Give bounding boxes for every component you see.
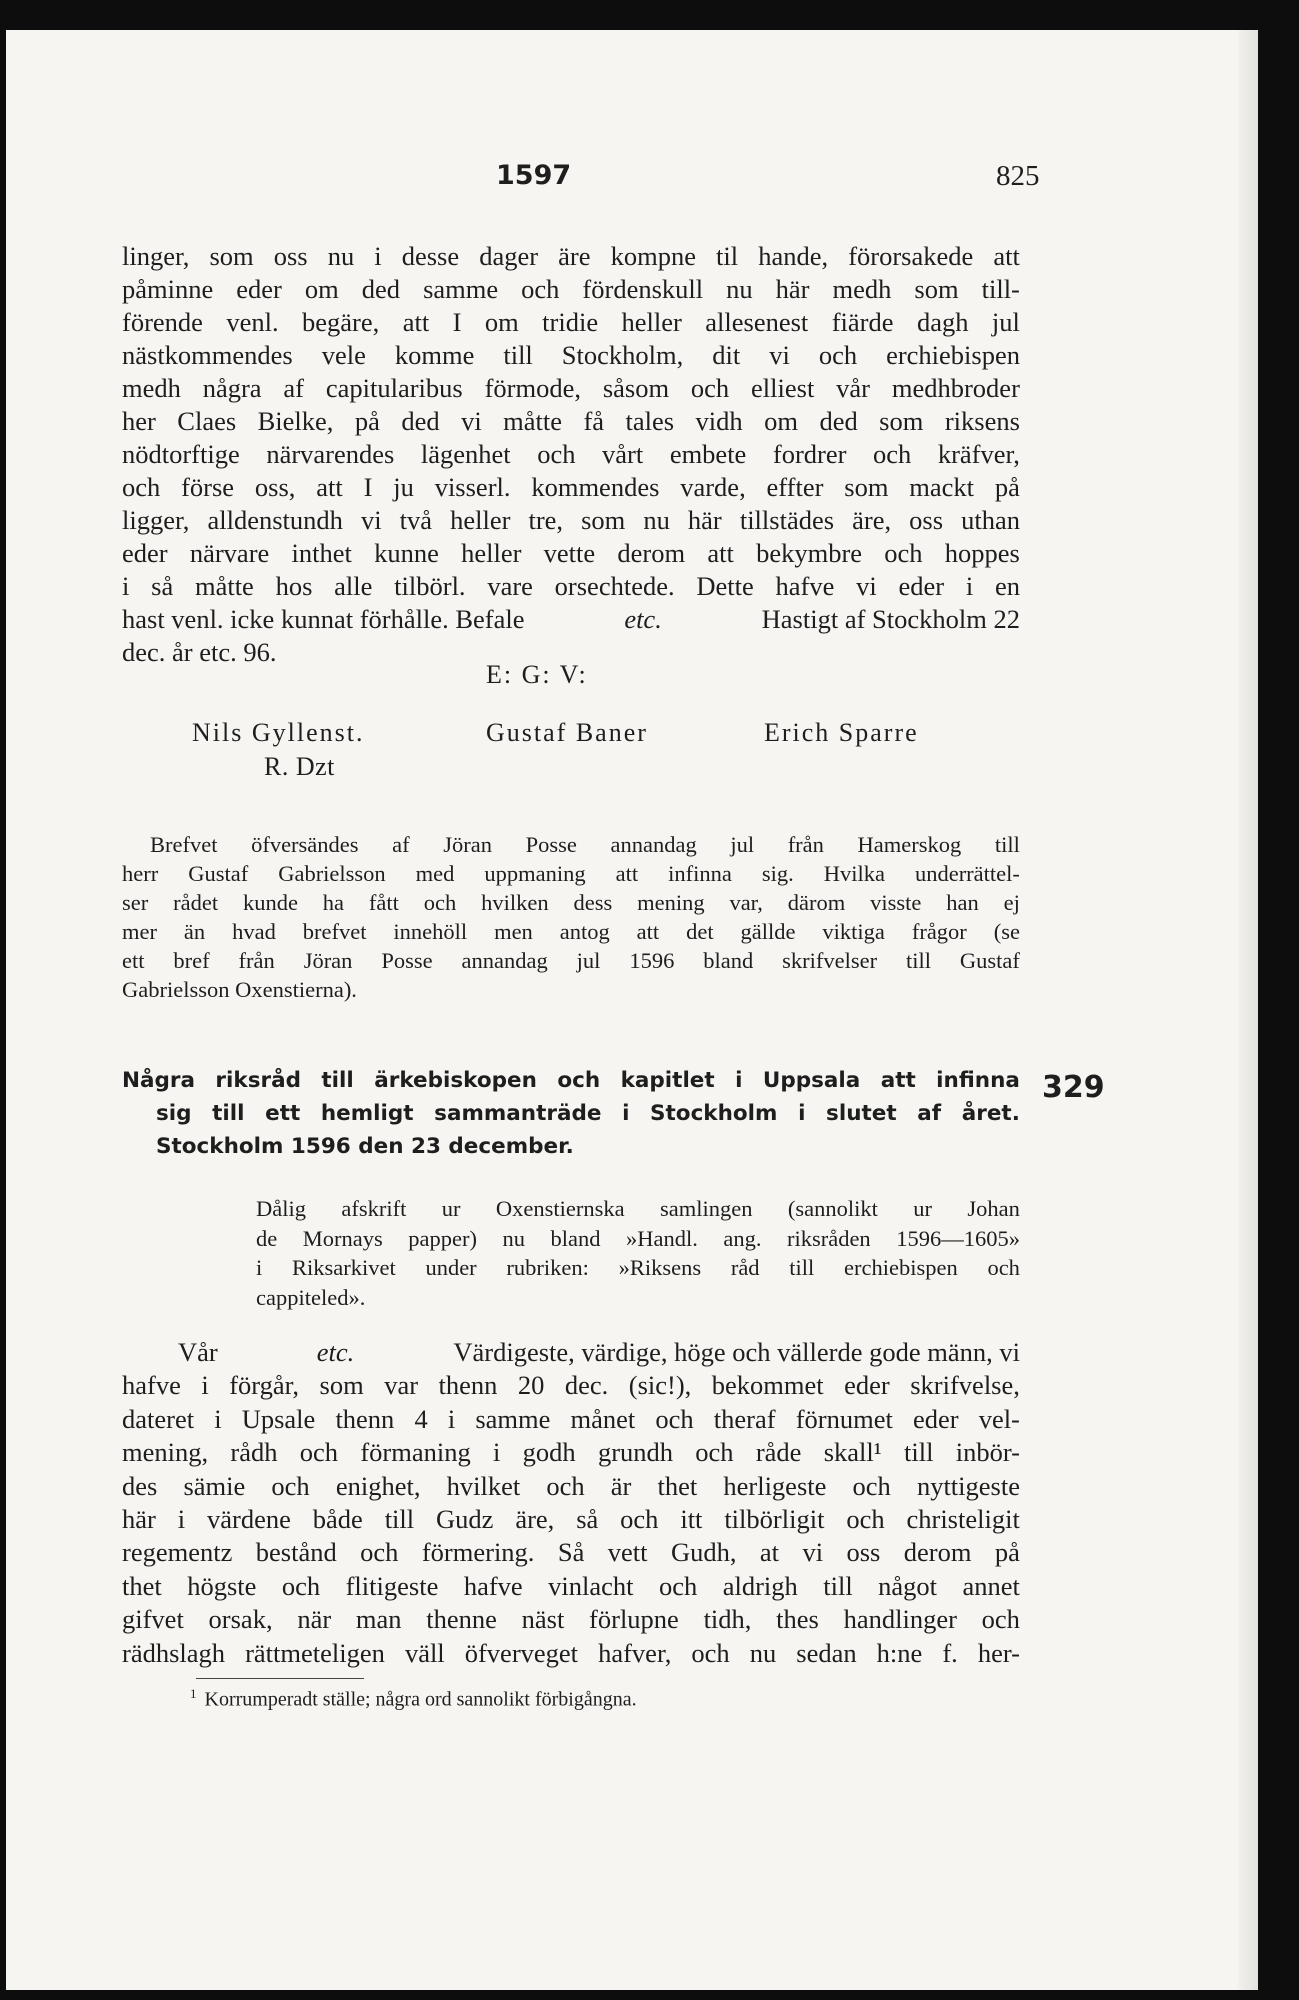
text-line: linger, som oss nu i desse dager äre kompne til hande, förorsakede att [122, 241, 1020, 271]
source-line: Dålig afskrift ur Oxenstiernska samlingen (sannolikt ur Johan [256, 1196, 1020, 1221]
signature-heading: E: G: V: [486, 660, 588, 689]
running-head-year: 1597 [496, 160, 572, 191]
book-page [6, 30, 1258, 1990]
running-head [6, 160, 1258, 200]
text-line: nästkommendes vele komme till Stockholm, dit vi och erchiebispen [122, 340, 1020, 370]
footnote-text: Korrumperadt ställe; några ord sannolikt förbigångna. [204, 1688, 637, 1711]
etc-abbreviation: etc. [624, 604, 662, 634]
footnote-rule [196, 1678, 364, 1679]
note-line: ett bref från Jöran Posse annandag jul 1596 bland skrifvelser till Gustaf [122, 948, 1020, 973]
source-line: de Mornays papper) nu bland »Handl. ang. riksråden 1596—1605» [256, 1225, 1020, 1251]
text-line: nödtorftige närvarendes lägenhet och vårt embete fordrer och kräfver, [122, 439, 1020, 469]
source-note [256, 1194, 1020, 1312]
heading-line: Stockholm 1596 den 23 december. [156, 1134, 574, 1159]
document-heading [122, 1064, 1020, 1163]
text-line: här i värdene både till Gudz äre, så och itt tilbörligit och christeligit [122, 1503, 1020, 1534]
signature-name: R. Dzt [264, 752, 335, 781]
letter-body [122, 240, 1020, 669]
footnote-marker: 1 [190, 1686, 197, 1701]
text-line: rädhslagh rättmeteligen väll öfverveget hafver, och nu sedan h:ne f. her- [122, 1637, 1020, 1668]
text-line: dateret i Upsale thenn 4 i samme månet och theraf förnumet eder vel- [122, 1403, 1020, 1434]
source-line: i Riksarkivet under rubriken: »Riksens råd till erchiebispen och [256, 1255, 1020, 1280]
note-line: ser rådet kunde ha fått och hvilken dess mening var, därom visste han ej [122, 890, 1020, 915]
note-line: herr Gustaf Gabrielsson med uppmaning att infinna sig. Hvilka underrättel- [122, 861, 1020, 886]
text-line: hafve i förgår, som var thenn 20 dec. (sic!), bekommet eder skrifvelse, [122, 1370, 1020, 1401]
text-line: eder närvare inthet kunne heller vette derom att bekymbre och hoppes [122, 538, 1020, 568]
signature-name: Gustaf Baner [486, 718, 648, 747]
note-line: Brefvet öfversändes af Jöran Posse annandag jul från Hamerskog till [150, 832, 1020, 857]
editorial-note [122, 830, 1020, 1004]
text-line: thet högste och flitigeste hafve vinlacht och aldrigh till något annet [122, 1570, 1020, 1601]
text-line: regementz bestånd och förmering. Så vett Gudh, at vi oss derom på [122, 1537, 1020, 1568]
note-line: Gabrielsson Oxenstierna). [122, 977, 357, 1002]
note-line: mer än hvad brefvet innehöll men antog att det gällde viktiga frågor (se [122, 919, 1020, 944]
heading-line: Några riksråd till ärkebiskopen och kapitlet i Uppsala att infinna [122, 1068, 1020, 1093]
text-line: påminne eder om ded samme och fördenskull nu här medh som till- [122, 274, 1020, 304]
text-segment: Hastigt af Stockholm 22 [761, 604, 1020, 634]
document-number: 329 [1042, 1070, 1105, 1105]
text-segment: Värdigeste, värdige, höge och vällerde gode männ, vi [453, 1337, 1020, 1367]
text-line: mening, rådh och förmaning i godh grundh och råde skall¹ till inbör- [122, 1437, 1020, 1468]
text-line: medh några af capitularibus förmode, såsom och elliest vår medhbroder [122, 373, 1020, 403]
text-line: her Claes Bielke, på ded vi måtte få tales vidh om ded som riksens [122, 406, 1020, 436]
text-segment: Vår [178, 1337, 218, 1367]
text-line: ligger, alldenstundh vi två heller tre, som nu här tillstädes äre, oss uthan [122, 505, 1020, 535]
scan-edge [1238, 30, 1258, 1990]
text-line [122, 603, 1020, 636]
text-line: förende venl. begäre, att I om tridie heller allesenest fiärde dagh jul [122, 307, 1020, 337]
text-segment: hast venl. icke kunnat förhålle. Befale [122, 604, 525, 634]
text-line: dec. år etc. 96. [122, 637, 277, 667]
document-body [122, 1336, 1020, 1670]
footnote [190, 1686, 637, 1712]
text-line: i så måtte hos alle tilbörl. vare orsechtede. Dette hafve vi eder i en [122, 571, 1020, 601]
text-line: des sämie och enighet, hvilket och är thet herligeste och nyttigeste [122, 1470, 1020, 1501]
source-line: cappiteled». [256, 1284, 366, 1310]
etc-abbreviation: etc. [316, 1337, 355, 1367]
page-number: 825 [996, 160, 1040, 192]
signature-name: Nils Gyllenst. [192, 718, 365, 747]
signature-name: Erich Sparre [764, 718, 919, 747]
text-line [122, 1336, 1020, 1369]
text-line: och förse oss, att I ju visserl. kommendes varde, effter som mackt på [122, 472, 1020, 502]
heading-line: sig till ett hemligt sammanträde i Stockholm i slutet af året. [156, 1101, 1020, 1126]
text-line: gifvet orsak, när man thenne näst förlupne tidh, thes handlinger och [122, 1604, 1020, 1635]
